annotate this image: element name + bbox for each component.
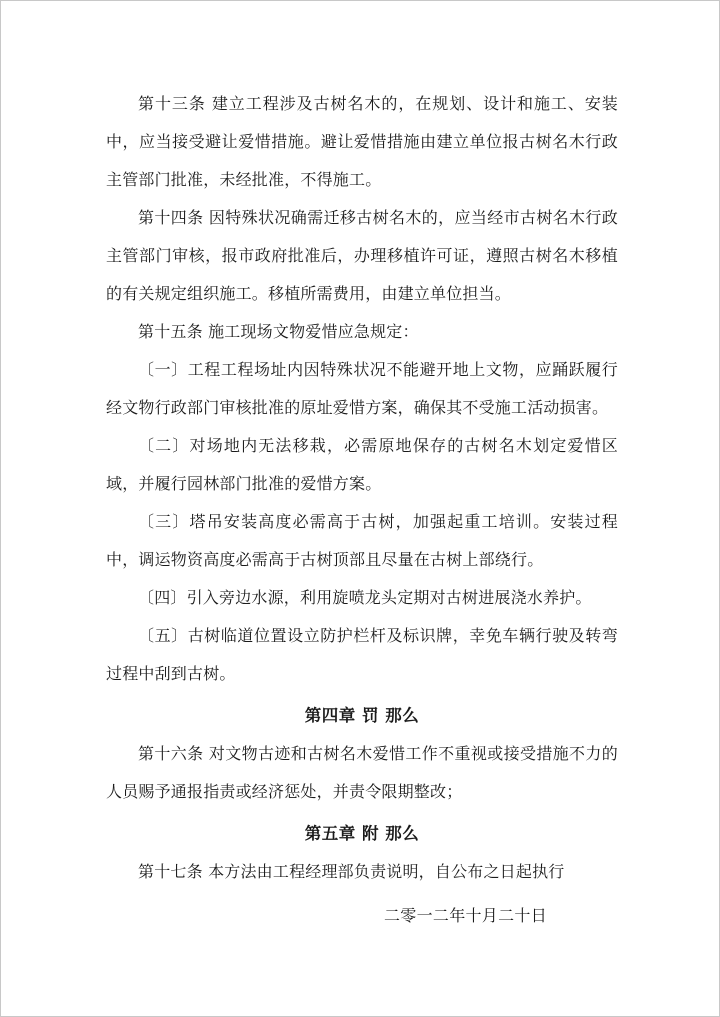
chapter-4-heading: 第四章 罚 那么 xyxy=(304,706,420,725)
clause-2-paragraph: 〔二〕对场地内无法移栽，必需原地保存的古树名木划定爱惜区域，并履行园林部门批准的爱惜方案。 xyxy=(106,436,618,493)
document-date: 二零一二年十月二十日 xyxy=(384,906,548,925)
clause-3-paragraph: 〔三〕塔吊安装高度必需高于古树，加强起重工培训。安装过程中，调运物资高度必需高于古树顶部且尽量在古树上部绕行。 xyxy=(106,512,618,569)
article-14-paragraph: 第十四条 因特殊状况确需迁移古树名木的，应当经市古树名木行政主管部门审核，报市政府批准后，办理移植许可证，遵照古树名木移植的有关规定组织施工。移植所需费用，由建立单位担当。 xyxy=(106,208,618,303)
article-15-paragraph: 第十五条 施工现场文物爱惜应急规定： xyxy=(138,322,419,341)
article-16-paragraph: 第十六条 对文物古迹和古树名木爱惜工作不重视或接受措施不力的人员赐予通报指责或经济惩处，并责令限期整改； xyxy=(106,744,618,801)
clause-4-paragraph: 〔四〕引入旁边水源，利用旋喷龙头定期对古树进展浇水养护。 xyxy=(138,588,592,607)
article-17-paragraph: 第十七条 本方法由工程经理部负责说明，自公布之日起执行 xyxy=(138,862,565,881)
clause-5-paragraph: 〔五〕古树临道位置设立防护栏杆及标识牌，幸免车辆行驶及转弯过程中刮到古树。 xyxy=(106,626,618,683)
chapter-5-heading: 第五章 附 那么 xyxy=(304,824,420,843)
clause-1-paragraph: 〔一〕工程工程场址内因特殊状况不能避开地上文物，应踊跃履行经文物行政部门审核批准的原址爱惜方案，确保其不受施工活动损害。 xyxy=(106,360,618,417)
document-body xyxy=(106,85,618,935)
article-13-paragraph: 第十三条 建立工程涉及古树名木的，在规划、设计和施工、安装中，应当接受避让爱惜措施。避让爱惜措施由建立单位报古树名木行政主管部门批准，未经批准，不得施工。 xyxy=(106,94,618,189)
